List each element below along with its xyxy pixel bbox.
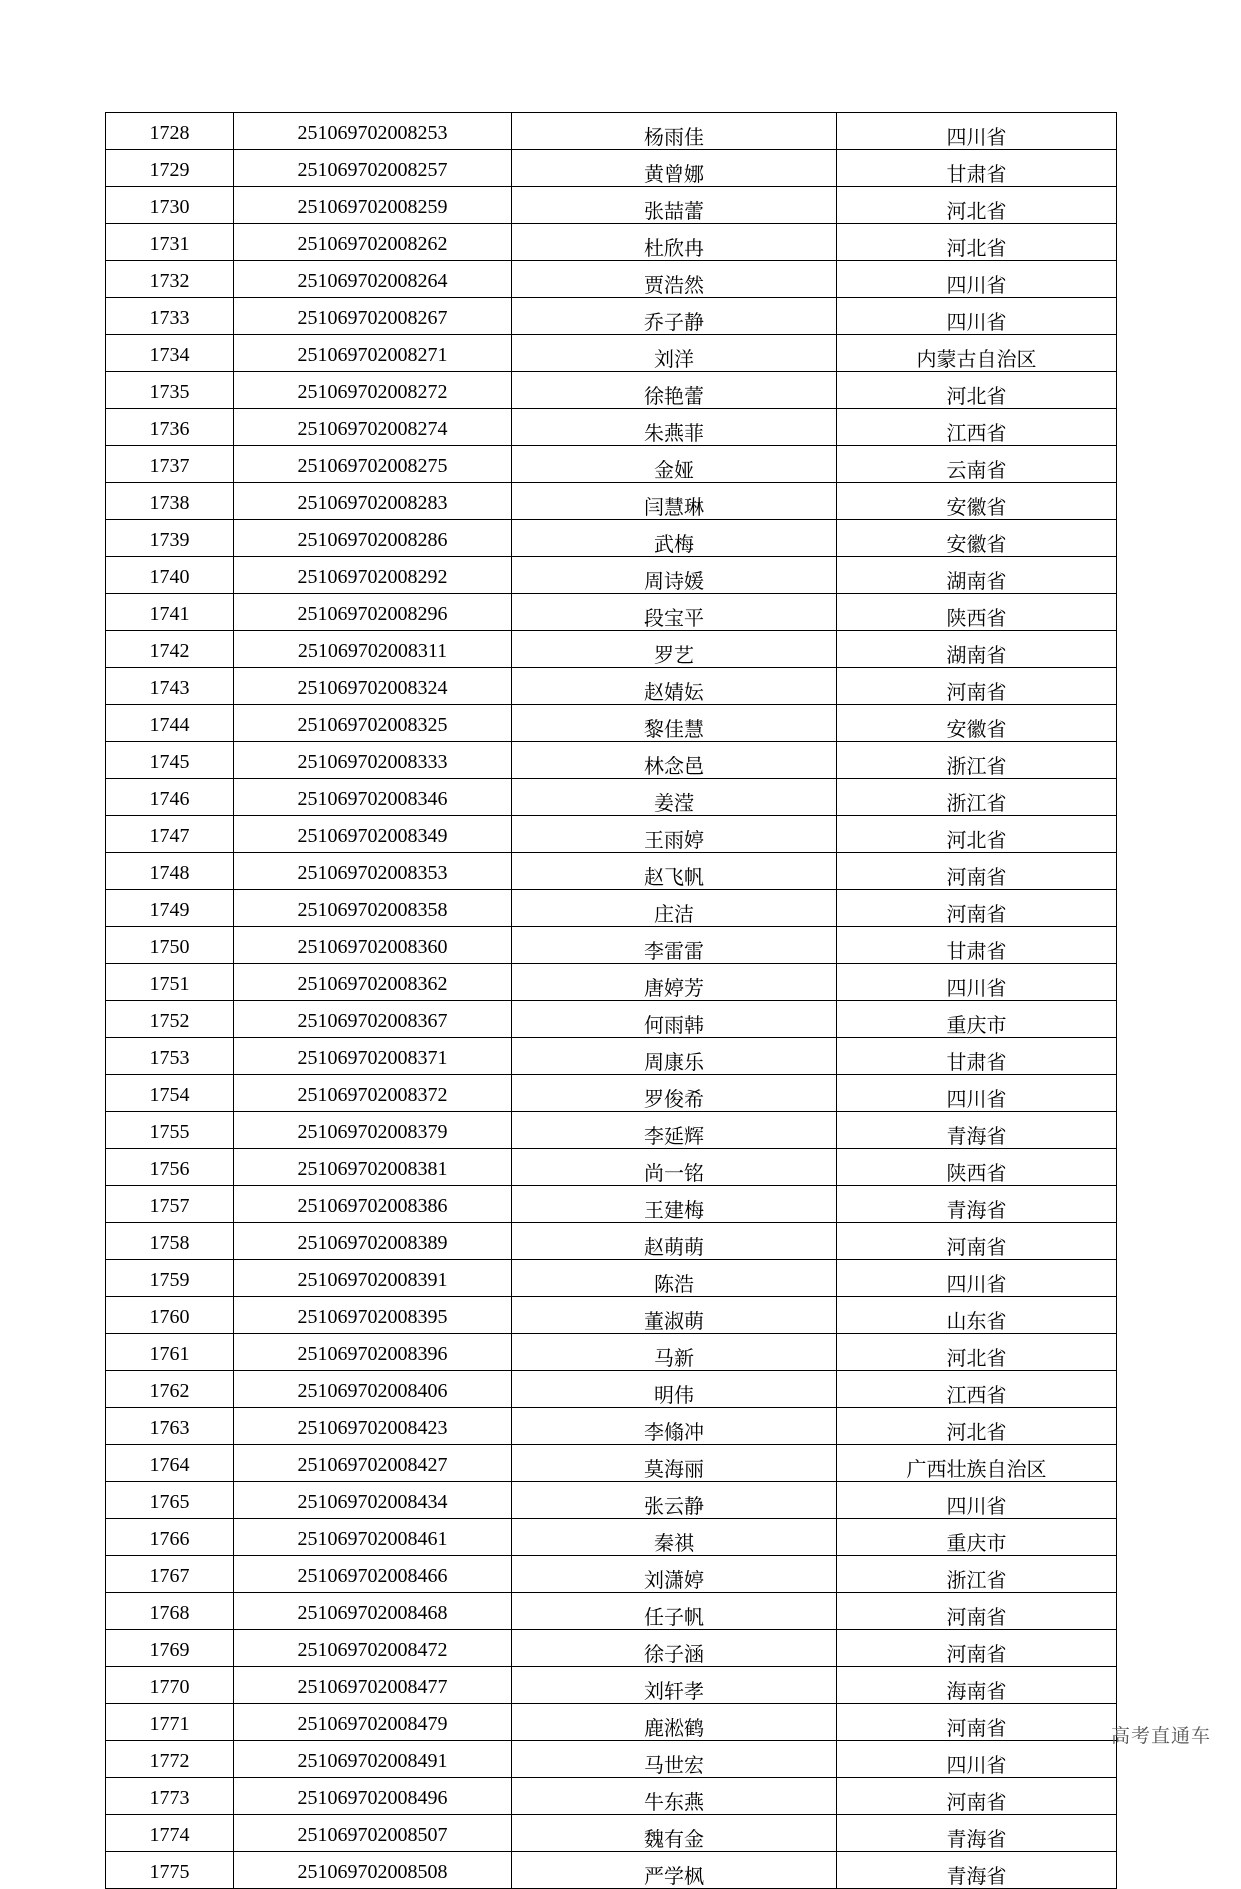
sequence-number-cell: 1766 (106, 1519, 234, 1556)
province-cell: 河南省 (837, 1778, 1117, 1815)
sequence-number-cell: 1771 (106, 1704, 234, 1741)
student-name-cell: 马世宏 (512, 1741, 837, 1778)
province-cell: 河南省 (837, 1704, 1117, 1741)
sequence-number-cell: 1764 (106, 1445, 234, 1482)
table-row (106, 927, 1117, 964)
student-name-cell: 鹿淞鹤 (512, 1704, 837, 1741)
student-name-cell: 严学枫 (512, 1852, 837, 1889)
student-name-cell: 王雨婷 (512, 816, 837, 853)
province-cell: 湖南省 (837, 631, 1117, 668)
province-cell: 甘肃省 (837, 150, 1117, 187)
province-cell: 河南省 (837, 890, 1117, 927)
province-cell: 河南省 (837, 668, 1117, 705)
province-cell: 河南省 (837, 1630, 1117, 1667)
sequence-number-cell: 1748 (106, 853, 234, 890)
province-cell: 四川省 (837, 1741, 1117, 1778)
sequence-number-cell: 1773 (106, 1778, 234, 1815)
sequence-number-cell: 1741 (106, 594, 234, 631)
province-cell: 甘肃省 (837, 1038, 1117, 1075)
student-name-cell: 张云静 (512, 1482, 837, 1519)
province-cell: 安徽省 (837, 520, 1117, 557)
table-row (106, 1075, 1117, 1112)
province-cell: 浙江省 (837, 742, 1117, 779)
province-cell: 安徽省 (837, 705, 1117, 742)
sequence-number-cell: 1758 (106, 1223, 234, 1260)
province-cell: 青海省 (837, 1852, 1117, 1889)
province-cell: 浙江省 (837, 779, 1117, 816)
sequence-number-cell: 1743 (106, 668, 234, 705)
exam-id-cell: 251069702008496 (234, 1778, 512, 1815)
table-row (106, 1519, 1117, 1556)
table-row (106, 890, 1117, 927)
sequence-number-cell: 1747 (106, 816, 234, 853)
table-row (106, 409, 1117, 446)
province-cell: 四川省 (837, 1482, 1117, 1519)
student-name-cell: 赵飞帆 (512, 853, 837, 890)
province-cell: 四川省 (837, 1260, 1117, 1297)
student-name-cell: 唐婷芳 (512, 964, 837, 1001)
sequence-number-cell: 1740 (106, 557, 234, 594)
exam-id-cell: 251069702008507 (234, 1815, 512, 1852)
table-row (106, 187, 1117, 224)
sequence-number-cell: 1761 (106, 1334, 234, 1371)
exam-id-cell: 251069702008423 (234, 1408, 512, 1445)
sequence-number-cell: 1744 (106, 705, 234, 742)
student-name-cell: 武梅 (512, 520, 837, 557)
sequence-number-cell: 1732 (106, 261, 234, 298)
student-name-cell: 任子帆 (512, 1593, 837, 1630)
table-row (106, 1593, 1117, 1630)
province-cell: 四川省 (837, 113, 1117, 150)
student-name-cell: 姜滢 (512, 779, 837, 816)
province-cell: 青海省 (837, 1815, 1117, 1852)
exam-id-cell: 251069702008353 (234, 853, 512, 890)
sequence-number-cell: 1774 (106, 1815, 234, 1852)
exam-id-cell: 251069702008267 (234, 298, 512, 335)
student-name-cell: 陈浩 (512, 1260, 837, 1297)
exam-id-cell: 251069702008283 (234, 483, 512, 520)
sequence-number-cell: 1745 (106, 742, 234, 779)
student-name-cell: 牛东燕 (512, 1778, 837, 1815)
exam-id-cell: 251069702008264 (234, 261, 512, 298)
province-cell: 云南省 (837, 446, 1117, 483)
table-row (106, 1334, 1117, 1371)
sequence-number-cell: 1765 (106, 1482, 234, 1519)
exam-id-cell: 251069702008491 (234, 1741, 512, 1778)
exam-id-cell: 251069702008427 (234, 1445, 512, 1482)
student-name-cell: 魏有金 (512, 1815, 837, 1852)
student-name-cell: 闫慧琳 (512, 483, 837, 520)
province-cell: 四川省 (837, 261, 1117, 298)
student-name-cell: 马新 (512, 1334, 837, 1371)
province-cell: 甘肃省 (837, 927, 1117, 964)
student-name-cell: 朱燕菲 (512, 409, 837, 446)
province-cell: 河北省 (837, 1334, 1117, 1371)
exam-id-cell: 251069702008286 (234, 520, 512, 557)
exam-id-cell: 251069702008371 (234, 1038, 512, 1075)
exam-id-cell: 251069702008259 (234, 187, 512, 224)
student-name-cell: 罗俊希 (512, 1075, 837, 1112)
exam-id-cell: 251069702008311 (234, 631, 512, 668)
table-row (106, 1741, 1117, 1778)
student-name-cell: 庄洁 (512, 890, 837, 927)
exam-id-cell: 251069702008406 (234, 1371, 512, 1408)
table-row (106, 1408, 1117, 1445)
sequence-number-cell: 1750 (106, 927, 234, 964)
province-cell: 河北省 (837, 224, 1117, 261)
table-row (106, 705, 1117, 742)
sequence-number-cell: 1772 (106, 1741, 234, 1778)
province-cell: 重庆市 (837, 1001, 1117, 1038)
table-row (106, 224, 1117, 261)
table-row (106, 1630, 1117, 1667)
exam-id-cell: 251069702008508 (234, 1852, 512, 1889)
table-row (106, 1149, 1117, 1186)
sequence-number-cell: 1752 (106, 1001, 234, 1038)
sequence-number-cell: 1736 (106, 409, 234, 446)
exam-id-cell: 251069702008333 (234, 742, 512, 779)
sequence-number-cell: 1770 (106, 1667, 234, 1704)
exam-id-cell: 251069702008379 (234, 1112, 512, 1149)
table-row (106, 1223, 1117, 1260)
province-cell: 陕西省 (837, 594, 1117, 631)
sequence-number-cell: 1769 (106, 1630, 234, 1667)
sequence-number-cell: 1738 (106, 483, 234, 520)
sequence-number-cell: 1767 (106, 1556, 234, 1593)
exam-id-cell: 251069702008396 (234, 1334, 512, 1371)
student-name-cell: 黄曾娜 (512, 150, 837, 187)
province-cell: 河北省 (837, 372, 1117, 409)
table-row (106, 113, 1117, 150)
student-name-cell: 何雨韩 (512, 1001, 837, 1038)
student-name-cell: 李雷雷 (512, 927, 837, 964)
province-cell: 河南省 (837, 853, 1117, 890)
sequence-number-cell: 1730 (106, 187, 234, 224)
province-cell: 江西省 (837, 409, 1117, 446)
table-row (106, 853, 1117, 890)
exam-id-cell: 251069702008367 (234, 1001, 512, 1038)
exam-id-cell: 251069702008360 (234, 927, 512, 964)
table-row (106, 335, 1117, 372)
exam-id-cell: 251069702008362 (234, 964, 512, 1001)
sequence-number-cell: 1757 (106, 1186, 234, 1223)
table-row (106, 1704, 1117, 1741)
table-row (106, 1260, 1117, 1297)
exam-id-cell: 251069702008468 (234, 1593, 512, 1630)
student-name-cell: 徐艳蕾 (512, 372, 837, 409)
province-cell: 四川省 (837, 964, 1117, 1001)
exam-id-cell: 251069702008479 (234, 1704, 512, 1741)
table-row (106, 742, 1117, 779)
sequence-number-cell: 1751 (106, 964, 234, 1001)
sequence-number-cell: 1754 (106, 1075, 234, 1112)
sequence-number-cell: 1759 (106, 1260, 234, 1297)
sequence-number-cell: 1746 (106, 779, 234, 816)
roster-body (106, 113, 1117, 1889)
table-row (106, 594, 1117, 631)
province-cell: 青海省 (837, 1112, 1117, 1149)
table-row (106, 1371, 1117, 1408)
exam-id-cell: 251069702008472 (234, 1630, 512, 1667)
roster-table (105, 112, 1117, 1889)
exam-id-cell: 251069702008372 (234, 1075, 512, 1112)
sequence-number-cell: 1749 (106, 890, 234, 927)
sequence-number-cell: 1756 (106, 1149, 234, 1186)
exam-id-cell: 251069702008275 (234, 446, 512, 483)
exam-id-cell: 251069702008346 (234, 779, 512, 816)
table-row (106, 1112, 1117, 1149)
province-cell: 重庆市 (837, 1519, 1117, 1556)
student-name-cell: 李延辉 (512, 1112, 837, 1149)
table-row (106, 150, 1117, 187)
watermark-text: 高考直通车 (1110, 1725, 1211, 1747)
exam-id-cell: 251069702008386 (234, 1186, 512, 1223)
table-row (106, 779, 1117, 816)
sequence-number-cell: 1755 (106, 1112, 234, 1149)
table-row (106, 483, 1117, 520)
table-row (106, 446, 1117, 483)
sequence-number-cell: 1735 (106, 372, 234, 409)
province-cell: 河北省 (837, 187, 1117, 224)
exam-id-cell: 251069702008274 (234, 409, 512, 446)
table-row (106, 1815, 1117, 1852)
sequence-number-cell: 1762 (106, 1371, 234, 1408)
student-name-cell: 黎佳慧 (512, 705, 837, 742)
table-row (106, 1445, 1117, 1482)
province-cell: 四川省 (837, 1075, 1117, 1112)
student-name-cell: 莫海丽 (512, 1445, 837, 1482)
province-cell: 河南省 (837, 1593, 1117, 1630)
province-cell: 山东省 (837, 1297, 1117, 1334)
table-row (106, 1038, 1117, 1075)
student-name-cell: 周康乐 (512, 1038, 837, 1075)
province-cell: 河北省 (837, 1408, 1117, 1445)
exam-id-cell: 251069702008395 (234, 1297, 512, 1334)
province-cell: 河北省 (837, 816, 1117, 853)
exam-id-cell: 251069702008358 (234, 890, 512, 927)
table-row (106, 372, 1117, 409)
exam-id-cell: 251069702008272 (234, 372, 512, 409)
exam-id-cell: 251069702008466 (234, 1556, 512, 1593)
exam-id-cell: 251069702008253 (234, 113, 512, 150)
student-name-cell: 明伟 (512, 1371, 837, 1408)
table-row (106, 1778, 1117, 1815)
sequence-number-cell: 1763 (106, 1408, 234, 1445)
table-row (106, 1186, 1117, 1223)
province-cell: 四川省 (837, 298, 1117, 335)
exam-id-cell: 251069702008434 (234, 1482, 512, 1519)
province-cell: 内蒙古自治区 (837, 335, 1117, 372)
student-name-cell: 刘潇婷 (512, 1556, 837, 1593)
province-cell: 浙江省 (837, 1556, 1117, 1593)
student-name-cell: 杨雨佳 (512, 113, 837, 150)
province-cell: 江西省 (837, 1371, 1117, 1408)
sequence-number-cell: 1737 (106, 446, 234, 483)
table-row (106, 964, 1117, 1001)
province-cell: 湖南省 (837, 557, 1117, 594)
student-name-cell: 贾浩然 (512, 261, 837, 298)
sequence-number-cell: 1739 (106, 520, 234, 557)
student-name-cell: 董淑萌 (512, 1297, 837, 1334)
sequence-number-cell: 1733 (106, 298, 234, 335)
table-row (106, 1667, 1117, 1704)
province-cell: 广西壮族自治区 (837, 1445, 1117, 1482)
exam-id-cell: 251069702008391 (234, 1260, 512, 1297)
exam-id-cell: 251069702008296 (234, 594, 512, 631)
table-row (106, 1556, 1117, 1593)
table-row (106, 668, 1117, 705)
table-row (106, 261, 1117, 298)
exam-id-cell: 251069702008257 (234, 150, 512, 187)
student-name-cell: 乔子静 (512, 298, 837, 335)
exam-id-cell: 251069702008292 (234, 557, 512, 594)
exam-id-cell: 251069702008262 (234, 224, 512, 261)
province-cell: 青海省 (837, 1186, 1117, 1223)
sequence-number-cell: 1734 (106, 335, 234, 372)
exam-id-cell: 251069702008324 (234, 668, 512, 705)
student-name-cell: 罗艺 (512, 631, 837, 668)
student-name-cell: 赵萌萌 (512, 1223, 837, 1260)
table-row (106, 1297, 1117, 1334)
sequence-number-cell: 1742 (106, 631, 234, 668)
student-name-cell: 徐子涵 (512, 1630, 837, 1667)
province-cell: 安徽省 (837, 483, 1117, 520)
student-name-cell: 王建梅 (512, 1186, 837, 1223)
student-name-cell: 金娅 (512, 446, 837, 483)
province-cell: 海南省 (837, 1667, 1117, 1704)
sequence-number-cell: 1775 (106, 1852, 234, 1889)
exam-id-cell: 251069702008325 (234, 705, 512, 742)
exam-id-cell: 251069702008477 (234, 1667, 512, 1704)
sequence-number-cell: 1768 (106, 1593, 234, 1630)
exam-id-cell: 251069702008389 (234, 1223, 512, 1260)
student-name-cell: 尚一铭 (512, 1149, 837, 1186)
exam-id-cell: 251069702008461 (234, 1519, 512, 1556)
student-name-cell: 段宝平 (512, 594, 837, 631)
student-name-cell: 赵婧妘 (512, 668, 837, 705)
table-row (106, 816, 1117, 853)
student-name-cell: 杜欣冉 (512, 224, 837, 261)
table-row (106, 520, 1117, 557)
student-name-cell: 周诗媛 (512, 557, 837, 594)
sequence-number-cell: 1729 (106, 150, 234, 187)
student-name-cell: 刘轩孝 (512, 1667, 837, 1704)
table-row (106, 1852, 1117, 1889)
student-name-cell: 刘洋 (512, 335, 837, 372)
table-row (106, 1482, 1117, 1519)
student-name-cell: 张喆蕾 (512, 187, 837, 224)
student-name-cell: 林念邑 (512, 742, 837, 779)
student-name-cell: 秦祺 (512, 1519, 837, 1556)
sequence-number-cell: 1731 (106, 224, 234, 261)
exam-id-cell: 251069702008271 (234, 335, 512, 372)
exam-id-cell: 251069702008381 (234, 1149, 512, 1186)
table-row (106, 1001, 1117, 1038)
sequence-number-cell: 1760 (106, 1297, 234, 1334)
table-row (106, 557, 1117, 594)
table-row (106, 631, 1117, 668)
province-cell: 陕西省 (837, 1149, 1117, 1186)
table-row (106, 298, 1117, 335)
province-cell: 河南省 (837, 1223, 1117, 1260)
sequence-number-cell: 1728 (106, 113, 234, 150)
sequence-number-cell: 1753 (106, 1038, 234, 1075)
student-name-cell: 李翛冲 (512, 1408, 837, 1445)
exam-id-cell: 251069702008349 (234, 816, 512, 853)
